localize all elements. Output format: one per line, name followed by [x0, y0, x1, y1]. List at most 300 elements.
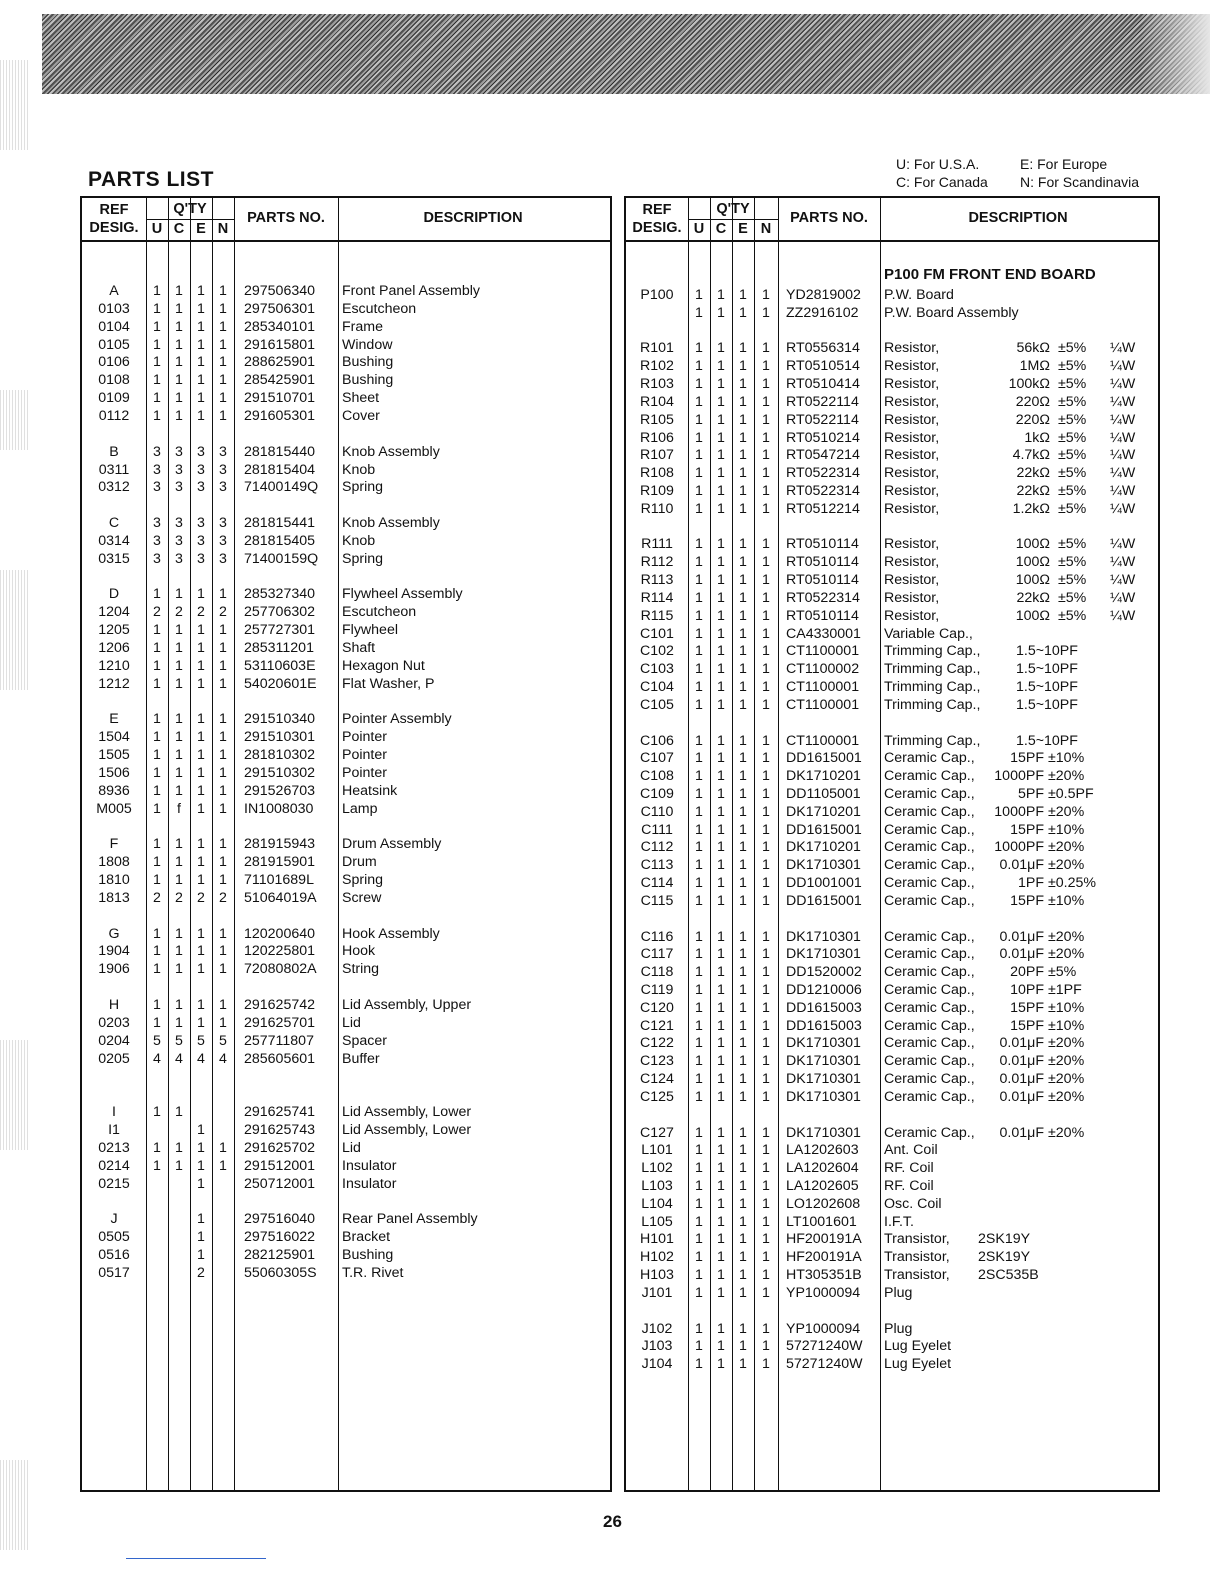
- wattage: ¼W: [1110, 483, 1136, 500]
- qty-e: 1: [197, 657, 205, 674]
- qty-u: 1: [153, 675, 161, 692]
- ref-desig: 1206: [98, 640, 130, 656]
- qty-u: 1: [695, 768, 703, 785]
- description: Osc. Coil: [884, 1195, 942, 1212]
- parts-no: RT0522114: [786, 411, 859, 428]
- table-row: [82, 1085, 610, 1103]
- qty-u: 3: [153, 550, 161, 567]
- qty-n: 1: [762, 1178, 770, 1194]
- footer-rule: [126, 1558, 266, 1559]
- qty-u: 1: [153, 943, 161, 960]
- tolerance: ±20%: [1048, 1071, 1085, 1088]
- table-row: [82, 371, 610, 389]
- tolerance: ±0.25%: [1048, 875, 1097, 892]
- qty-n: 1: [762, 1213, 770, 1230]
- table-row: [626, 1230, 1158, 1248]
- description: Flat Washer, P: [342, 675, 435, 692]
- table-row: [626, 1337, 1158, 1355]
- qty-n: 1: [762, 679, 770, 696]
- wattage: ¼W: [1110, 447, 1136, 464]
- qty-e: 1: [197, 1246, 205, 1263]
- table-row: [82, 960, 610, 978]
- qty-e: 1: [197, 747, 205, 764]
- parts-no: 71400159Q: [244, 550, 319, 567]
- description: Transistor,: [884, 1267, 950, 1284]
- parts-no: 285425901: [244, 372, 316, 389]
- qty-u: 1: [695, 661, 703, 678]
- qty-c: 1: [175, 943, 183, 960]
- ref-desig: R106: [640, 429, 674, 446]
- col-ref-line1: REF: [99, 202, 129, 218]
- description: Lid: [342, 1014, 361, 1031]
- qty-n: 1: [762, 1249, 770, 1266]
- table-row: [82, 318, 610, 336]
- table-row: [626, 892, 1158, 910]
- value: 1000PF: [994, 768, 1044, 785]
- qty-n: 1: [219, 764, 227, 781]
- qty-e: 1: [197, 640, 205, 656]
- qty-n: 1: [762, 1160, 770, 1177]
- table-row: [626, 838, 1158, 856]
- qty-e: 1: [197, 675, 205, 692]
- qty-n: 1: [762, 1356, 770, 1373]
- qty-e: 1: [197, 1121, 205, 1138]
- qty-e: 1: [739, 304, 747, 321]
- qty-e: 2: [197, 604, 205, 621]
- qty-e: 1: [197, 586, 205, 603]
- qty-e: 1: [739, 1035, 747, 1052]
- description: Lug Eyelet: [884, 1338, 952, 1355]
- qty-e: 1: [197, 925, 205, 942]
- table-row: [626, 981, 1158, 999]
- page-title: PARTS LIST: [88, 168, 214, 191]
- qty-c: 1: [717, 732, 725, 749]
- qty-e: 3: [197, 479, 205, 496]
- ref-desig: I: [112, 1104, 116, 1121]
- ref-desig: 1813: [98, 889, 130, 906]
- description: Lug Eyelet: [884, 1356, 952, 1373]
- tolerance: ±0.5PF: [1048, 785, 1094, 802]
- qty-u: 1: [695, 358, 703, 375]
- ref-desig: C113: [640, 857, 674, 874]
- ref-desig: R114: [640, 589, 674, 606]
- qty-c: 1: [717, 572, 725, 589]
- tolerance: ±5%: [1058, 429, 1087, 446]
- qty-u: 1: [153, 336, 161, 353]
- qty-n: 1: [219, 782, 227, 799]
- ref-desig: J102: [641, 1320, 673, 1337]
- description: Resistor,: [884, 607, 940, 624]
- qty-c: 1: [717, 536, 725, 553]
- qty-c: 1: [717, 1124, 725, 1141]
- qty-n: 1: [762, 554, 770, 571]
- tolerance: ±5%: [1058, 340, 1087, 357]
- tolerance: ±10%: [1048, 892, 1085, 909]
- ref-desig: R109: [640, 483, 674, 500]
- qty-e: 1: [197, 1139, 205, 1156]
- ref-desig: G: [108, 925, 120, 942]
- table-row: [82, 478, 610, 496]
- table-row: [82, 568, 610, 586]
- ref-desig: C112: [640, 839, 674, 856]
- wattage: ¼W: [1110, 536, 1136, 553]
- parts-no: LA1202603: [786, 1142, 859, 1159]
- table-row: [82, 853, 610, 871]
- description: Screw: [342, 889, 382, 906]
- qty-n: 1: [762, 981, 770, 998]
- table-row: [626, 1052, 1158, 1070]
- qty-c: 1: [717, 750, 725, 767]
- qty-u: 1: [695, 625, 703, 642]
- qty-c: 1: [175, 1104, 183, 1121]
- ref-desig: C104: [640, 679, 674, 696]
- qty-u: 1: [153, 372, 161, 389]
- qty-c: 1: [717, 661, 725, 678]
- parts-no: DK1710301: [786, 946, 861, 963]
- table-row: [626, 286, 1158, 304]
- parts-no: LO1202608: [786, 1195, 861, 1212]
- col-n: N: [760, 221, 772, 237]
- table-row: [82, 425, 610, 443]
- parts-table-left: [80, 196, 612, 1492]
- qty-e: 3: [197, 550, 205, 567]
- ref-desig: 1505: [98, 747, 130, 764]
- qty-e: 1: [197, 372, 205, 389]
- ref-desig: C121: [640, 1017, 674, 1034]
- qty-e: 1: [739, 803, 747, 820]
- parts-no: RT0510214: [786, 429, 860, 446]
- description: Bushing: [342, 354, 394, 371]
- value: 1PF: [1017, 875, 1044, 892]
- description: Hexagon Nut: [342, 657, 425, 674]
- value: 1.5~10PF: [1016, 661, 1078, 678]
- ref-desig: 0203: [98, 1014, 130, 1031]
- table-row: [626, 607, 1158, 625]
- qty-n: 1: [762, 1017, 770, 1034]
- qty-c: 1: [717, 1142, 725, 1159]
- table-row: [626, 1177, 1158, 1195]
- description: Resistor,: [884, 429, 940, 446]
- description: Ceramic Cap.,: [884, 981, 975, 998]
- qty-n: 1: [762, 1124, 770, 1141]
- ref-desig: D: [108, 586, 120, 603]
- qty-u: 1: [695, 892, 703, 909]
- parts-no: HT305351B: [786, 1267, 862, 1284]
- qty-e: 1: [739, 964, 747, 981]
- qty-n: 1: [762, 1231, 770, 1248]
- table-row: [626, 874, 1158, 892]
- qty-e: 1: [197, 1014, 205, 1031]
- qty-e: 1: [739, 393, 747, 410]
- value: 0.01μF: [999, 1035, 1044, 1052]
- table-row: [82, 942, 610, 960]
- description: Buffer: [342, 1050, 380, 1067]
- ref-desig: 1906: [98, 961, 130, 978]
- table-row: [82, 1032, 610, 1050]
- qty-c: 1: [175, 836, 183, 853]
- table-row: [82, 639, 610, 657]
- description: Trimming Cap.,: [884, 732, 981, 749]
- wattage: ¼W: [1110, 358, 1136, 375]
- tolerance: ±5%: [1058, 376, 1087, 393]
- qty-e: 1: [739, 839, 747, 856]
- qty-c: 4: [175, 1050, 183, 1067]
- qty-u: 1: [153, 729, 161, 746]
- qty-n: 1: [762, 696, 770, 713]
- parts-no: 291512001: [244, 1157, 316, 1174]
- table-row: [82, 282, 610, 300]
- parts-no: 281815440: [244, 443, 316, 460]
- value: 1.2kΩ: [1012, 500, 1050, 517]
- tolerance: ±10%: [1048, 821, 1085, 838]
- value: 0.01μF: [999, 1071, 1044, 1088]
- parts-no: 250712001: [244, 1175, 316, 1192]
- description: Plug: [884, 1320, 913, 1337]
- qty-e: 1: [739, 536, 747, 553]
- value: 15PF: [1010, 1017, 1044, 1034]
- description: RF. Coil: [884, 1160, 934, 1177]
- table-row: [82, 443, 610, 461]
- description: Drum Assembly: [342, 836, 442, 853]
- qty-e: 1: [197, 711, 205, 728]
- parts-no: 297516040: [244, 1211, 316, 1228]
- qty-u: 1: [153, 390, 161, 407]
- parts-no: YP1000094: [786, 1320, 861, 1337]
- qty-e: 1: [739, 1249, 747, 1266]
- qty-u: 1: [695, 393, 703, 410]
- description: Plug: [884, 1284, 913, 1301]
- qty-n: 1: [762, 875, 770, 892]
- parts-no: 281915901: [244, 854, 316, 871]
- qty-u: 2: [153, 604, 161, 621]
- value: 0.01μF: [999, 857, 1044, 874]
- parts-no: DD1615003: [786, 1017, 862, 1034]
- qty-c: 1: [175, 747, 183, 764]
- parts-no: RT0510114: [786, 554, 859, 571]
- qty-c: 1: [717, 429, 725, 446]
- qty-u: 1: [153, 782, 161, 799]
- tolerance: ±10%: [1048, 750, 1085, 767]
- qty-n: 1: [762, 661, 770, 678]
- parts-no: DK1710201: [786, 839, 861, 856]
- qty-e: 1: [739, 483, 747, 500]
- qty-c: 1: [717, 839, 725, 856]
- ref-desig: L105: [641, 1213, 673, 1230]
- qty-c: 1: [717, 304, 725, 321]
- parts-no: DK1710301: [786, 1035, 861, 1052]
- qty-e: 1: [739, 857, 747, 874]
- qty-u: 1: [695, 1213, 703, 1230]
- tolerance: ±10%: [1048, 1017, 1085, 1034]
- qty-n: 1: [762, 1195, 770, 1212]
- qty-u: 1: [695, 643, 703, 660]
- col-description: DESCRIPTION: [423, 210, 523, 226]
- parts-no: 285327340: [244, 586, 316, 603]
- description: Ceramic Cap.,: [884, 768, 975, 785]
- ref-desig: C114: [640, 875, 674, 892]
- qty-c: 1: [717, 1053, 725, 1070]
- ref-desig: R115: [640, 607, 674, 624]
- description: Flywheel: [342, 622, 398, 639]
- qty-c: 1: [175, 390, 183, 407]
- parts-no: RT0510414: [786, 376, 860, 393]
- description: Drum: [342, 854, 377, 871]
- ref-desig: 0205: [98, 1050, 130, 1067]
- table-row: [82, 800, 610, 818]
- parts-no: DK1710201: [786, 768, 861, 785]
- qty-n: 1: [762, 750, 770, 767]
- qty-n: 1: [219, 657, 227, 674]
- ref-desig: C110: [640, 803, 674, 820]
- qty-n: 1: [762, 1071, 770, 1088]
- wattage: ¼W: [1110, 393, 1136, 410]
- table-row: [626, 678, 1158, 696]
- table-row: [626, 500, 1158, 518]
- qty-n: 1: [762, 1035, 770, 1052]
- qty-c: 2: [175, 889, 183, 906]
- ref-desig: I1: [108, 1121, 120, 1138]
- parts-no: DD1001001: [786, 875, 862, 892]
- qty-n: 1: [219, 390, 227, 407]
- table-row: [626, 518, 1158, 536]
- table-row: [82, 907, 610, 925]
- table-row: [82, 514, 610, 532]
- qty-n: 1: [219, 1157, 227, 1174]
- table-row: [82, 996, 610, 1014]
- ref-desig: J104: [641, 1356, 673, 1373]
- qty-c: 1: [175, 1014, 183, 1031]
- qty-u: 1: [695, 1195, 703, 1212]
- qty-u: 1: [695, 465, 703, 482]
- qty-n: 1: [762, 287, 770, 303]
- value: 2SK19Y: [978, 1249, 1031, 1266]
- qty-u: 1: [695, 447, 703, 464]
- ref-desig: F: [109, 836, 119, 853]
- tolerance: ±5%: [1058, 411, 1087, 428]
- qty-e: 1: [739, 500, 747, 517]
- ref-desig: R113: [640, 572, 674, 589]
- parts-no: DK1710301: [786, 1071, 861, 1088]
- wattage: ¼W: [1110, 465, 1136, 482]
- description: Resistor,: [884, 358, 940, 375]
- qty-e: 1: [739, 340, 747, 357]
- parts-no: 257727301: [244, 622, 316, 639]
- description: Insulator: [342, 1175, 397, 1192]
- ref-desig: L103: [641, 1178, 673, 1194]
- qty-c: 1: [717, 447, 725, 464]
- ref-desig: R103: [640, 376, 674, 393]
- qty-c: 1: [175, 711, 183, 728]
- table-row: [82, 461, 610, 479]
- qty-u: 1: [695, 500, 703, 517]
- table-row: [626, 446, 1158, 464]
- qty-c: 1: [175, 1139, 183, 1156]
- value: 1.5~10PF: [1016, 732, 1078, 749]
- tolerance: ±5%: [1058, 536, 1087, 553]
- qty-e: 1: [197, 300, 205, 317]
- description: Knob Assembly: [342, 443, 440, 460]
- description: Ceramic Cap.,: [884, 892, 975, 909]
- legend-n: N: For Scandinavia: [1020, 174, 1140, 190]
- parts-no: RT0556314: [786, 340, 860, 357]
- qty-u: 1: [153, 1139, 161, 1156]
- parts-no: RT0522314: [786, 589, 860, 606]
- ref-desig: 1904: [98, 943, 130, 960]
- qty-c: 1: [717, 964, 725, 981]
- description: Resistor,: [884, 393, 940, 410]
- description: Window: [342, 336, 393, 353]
- ref-desig: H102: [640, 1249, 674, 1266]
- parts-no: RT0510514: [786, 358, 860, 375]
- qty-e: 1: [739, 429, 747, 446]
- description: Resistor,: [884, 411, 940, 428]
- description: Trimming Cap.,: [884, 696, 981, 713]
- value: 22kΩ: [1016, 465, 1050, 482]
- parts-no: 285311201: [244, 640, 314, 656]
- qty-c: 1: [717, 340, 725, 357]
- table-row: [626, 732, 1158, 750]
- ref-desig: H101: [640, 1231, 674, 1248]
- qty-n: 1: [219, 354, 227, 371]
- description: Sheet: [342, 390, 380, 407]
- qty-n: 1: [762, 1338, 770, 1355]
- qty-e: 1: [739, 287, 747, 303]
- description: T.R. Rivet: [342, 1264, 404, 1281]
- table-row: [82, 1264, 610, 1282]
- qty-n: 1: [219, 800, 227, 817]
- tolerance: ±20%: [1048, 768, 1085, 785]
- description: Transistor,: [884, 1231, 950, 1248]
- qty-n: 3: [219, 550, 227, 567]
- qty-e: 1: [739, 1088, 747, 1105]
- qty-u: 5: [153, 1032, 161, 1049]
- qty-n: 3: [219, 479, 227, 496]
- parts-no: DD1105001: [786, 785, 861, 802]
- table-row: [82, 978, 610, 996]
- qty-e: 1: [197, 836, 205, 853]
- qty-n: 1: [219, 1139, 227, 1156]
- qty-n: 1: [762, 821, 770, 838]
- table-row: [626, 1141, 1158, 1159]
- ref-desig: C: [108, 515, 120, 532]
- col-parts-no: PARTS NO.: [247, 210, 325, 226]
- description: Escutcheon: [342, 300, 417, 317]
- qty-n: 1: [762, 999, 770, 1016]
- ref-desig: J101: [641, 1284, 673, 1301]
- qty-c: 3: [175, 550, 183, 567]
- parts-no: 281815441: [244, 515, 316, 532]
- qty-n: 1: [762, 857, 770, 874]
- qty-e: 1: [197, 854, 205, 871]
- ref-desig: 0215: [98, 1175, 130, 1192]
- qty-u: 1: [695, 750, 703, 767]
- value: 1MΩ: [1019, 358, 1050, 375]
- tolerance: ±5%: [1058, 572, 1087, 589]
- qty-u: 1: [695, 376, 703, 393]
- qty-e: 1: [197, 390, 205, 407]
- qty-e: 1: [197, 336, 205, 353]
- value: 0.01μF: [999, 1088, 1044, 1105]
- description: Front Panel Assembly: [342, 283, 480, 299]
- qty-u: 1: [695, 1053, 703, 1070]
- ref-desig: L104: [641, 1195, 673, 1212]
- qty-n: 1: [762, 892, 770, 909]
- table-row: [82, 532, 610, 550]
- tolerance: ±1PF: [1048, 981, 1082, 998]
- table-row: [626, 1088, 1158, 1106]
- description: Ceramic Cap.,: [884, 1124, 975, 1141]
- description: Resistor,: [884, 572, 940, 589]
